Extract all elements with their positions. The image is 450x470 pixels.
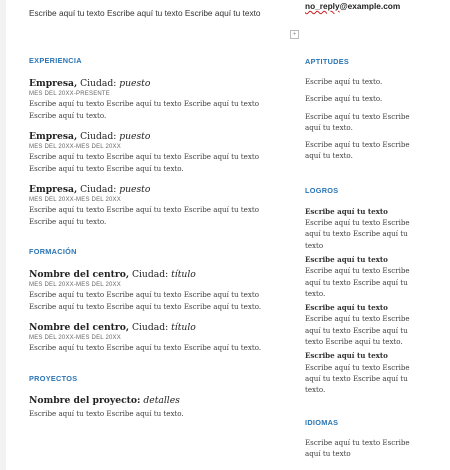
achievement-item: Escribe aquí tu texto Escribe aquí tu texto Escribe aquí tu texto Escribe aquí tu texto. <box>305 254 410 298</box>
entry-description: Escribe aquí tu texto Escribe aquí tu texto Escribe aquí tu texto Escribe aquí tu texto Escribe aquí tu texto. <box>29 152 259 173</box>
section-heading-languages: IDIOMAS <box>305 417 339 427</box>
entry-title: Nombre del centro, Ciudad: título <box>29 322 196 333</box>
entry-title: Nombre del proyecto: detalles <box>29 394 180 406</box>
main-column <box>29 53 284 419</box>
experience-entry <box>29 78 284 121</box>
entry-title: Empresa, Ciudad: puesto <box>29 78 151 89</box>
experience-entry <box>29 131 284 174</box>
entry-dates: MES DEL 20XX-MES DEL 20XX <box>29 282 121 288</box>
entry-description: Escribe aquí tu texto Escribe aquí tu texto Escribe aquí tu texto Escribe aquí tu texto Escribe aquí tu texto Escribe aquí tu texto. <box>29 290 262 311</box>
education-entry <box>29 322 284 354</box>
skill-item: Escribe aquí tu texto Escribe aquí tu texto. <box>305 140 410 161</box>
header-text: Escribe aquí tu texto Escribe aquí tu texto Escribe aquí tu texto <box>29 8 261 18</box>
skill-item: Escribe aquí tu texto. <box>305 77 383 86</box>
skill-item: Escribe aquí tu texto Escribe aquí tu texto. <box>305 111 410 132</box>
achievement-item: Escribe aquí tu texto Escribe aquí tu texto Escribe aquí tu texto Escribe aquí tu texto Escribe aquí tu texto. <box>305 303 410 347</box>
email-address[interactable] <box>305 1 400 11</box>
achievement-item: Escribe aquí tu texto Escribe aquí tu texto Escribe aquí tu texto Escribe aquí tu texto <box>305 206 410 250</box>
achievement-item: Escribe aquí tu texto Escribe aquí tu texto Escribe aquí tu texto Escribe aquí tu texto. <box>305 351 410 395</box>
entry-title: Empresa, Ciudad: puesto <box>29 131 151 142</box>
entry-title: Empresa, Ciudad: puesto <box>29 184 151 195</box>
entry-dates: MES DEL 20XX-MES DEL 20XX <box>29 197 121 203</box>
entry-description: Escribe aquí tu texto Escribe aquí tu texto Escribe aquí tu texto. <box>29 343 262 352</box>
education-entry <box>29 269 284 312</box>
entry-dates: MES DEL 20XX-PRESENTE <box>29 91 111 97</box>
side-column <box>305 54 415 459</box>
skill-item: Escribe aquí tu texto. <box>305 94 383 104</box>
entry-description: Escribe aquí tu texto Escribe aquí tu texto. <box>29 408 184 418</box>
entry-title: Nombre del centro, Ciudad: título <box>29 269 196 280</box>
email-prefix: no_reply <box>305 1 340 11</box>
entry-description: Escribe aquí tu texto Escribe aquí tu texto Escribe aquí tu texto Escribe aquí tu texto. <box>29 99 259 120</box>
section-heading-skills: APTITUDES <box>305 57 350 66</box>
section-heading-projects: PROYECTOS <box>29 373 78 383</box>
section-heading-education: FORMACIÓN <box>29 247 77 256</box>
section-heading-experience: EXPERIENCIA <box>29 56 82 65</box>
entry-description: Escribe aquí tu texto Escribe aquí tu texto Escribe aquí tu texto Escribe aquí tu texto. <box>29 205 259 226</box>
entry-dates: MES DEL 20XX-MES DEL 20XX <box>29 335 121 341</box>
page-left-margin <box>0 0 6 470</box>
email-suffix: @example.com <box>339 1 401 11</box>
section-heading-achievements: LOGROS <box>305 185 339 195</box>
entry-dates: MES DEL 20XX-MES DEL 20XX <box>29 144 121 150</box>
project-entry <box>29 395 284 420</box>
languages-text: Escribe aquí tu texto Escribe aquí tu texto <box>305 437 410 458</box>
experience-entry <box>29 184 284 227</box>
layout-options-icon[interactable]: + <box>290 30 299 39</box>
